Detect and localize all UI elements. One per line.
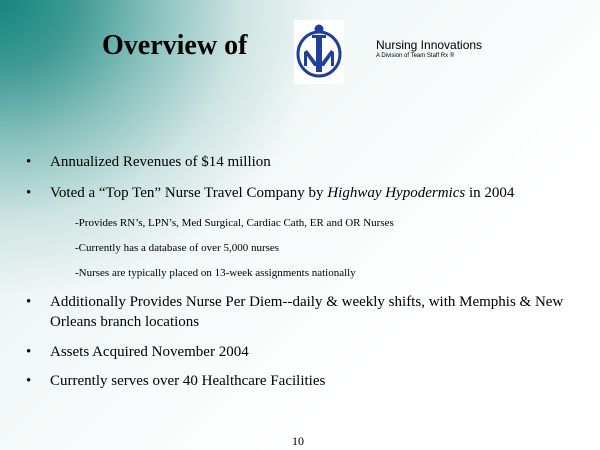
nursing-innovations-logo: [294, 20, 344, 84]
bullet-top-ten-text-before: Voted a “Top Ten” Nurse Travel Company by: [50, 185, 328, 201]
bullet-marker: •: [26, 373, 32, 389]
sub-item-nurse-types: -Provides RN’s, LPN’s, Med Surgical, Cardiac Cath, ER and OR Nurses: [75, 217, 394, 229]
brand-subtitle: A Division of Team Staff Rx ®: [376, 53, 455, 59]
logo-emblem-icon: [294, 20, 344, 84]
bullet-top-ten: [50, 183, 595, 203]
bullet-marker: •: [26, 294, 32, 310]
sub-item-database: -Currently has a database of over 5,000 nurses: [75, 242, 280, 254]
page-number: 10: [292, 434, 304, 448]
bullet-per-diem: Additionally Provides Nurse Per Diem--daily & weekly shifts, with Memphis & New Orleans branch locations: [50, 294, 564, 330]
bullet-top-ten-emphasis: Highway Hypodermics: [327, 185, 466, 201]
bullet-assets: Assets Acquired November 2004: [50, 344, 249, 360]
brand-name: Nursing Innovations: [376, 38, 483, 52]
sub-item-assignments: -Nurses are typically placed on 13-week assignments nationally: [75, 267, 356, 279]
brand-block: [376, 38, 482, 60]
bullet-marker: •: [26, 154, 32, 170]
bullet-facilities: Currently serves over 40 Healthcare Facilities: [50, 373, 326, 389]
bullet-top-ten-text-after: in 2004: [465, 185, 515, 201]
bullet-revenue: Annualized Revenues of $14 million: [50, 154, 271, 170]
bullet-marker: •: [26, 185, 32, 201]
slide-title: Overview of: [102, 30, 248, 61]
bullet-marker: •: [26, 344, 32, 360]
